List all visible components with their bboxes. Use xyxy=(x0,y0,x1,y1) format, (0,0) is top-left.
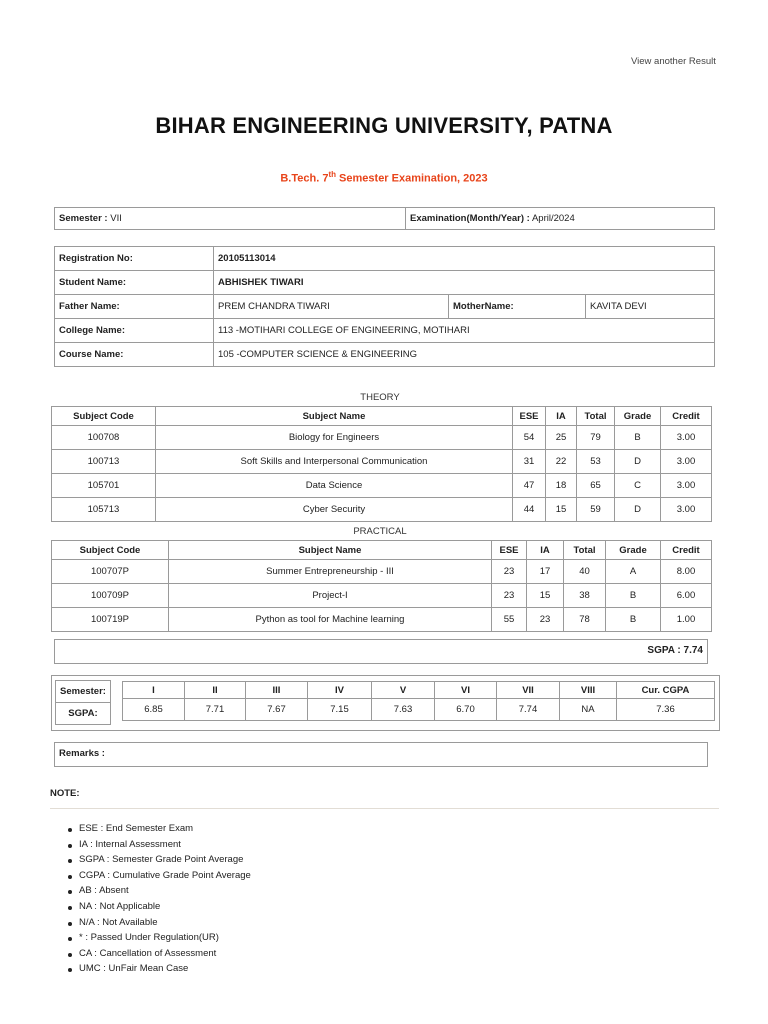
semester-header: VIII xyxy=(560,682,617,699)
semester-row-labels xyxy=(55,680,111,725)
semester-header: Cur. CGPA xyxy=(617,682,715,699)
subject-name: Biology for Engineers xyxy=(156,426,513,450)
semester-sgpa-value: 6.85 xyxy=(123,699,185,721)
theory-title: THEORY xyxy=(360,392,400,403)
student-info-table xyxy=(54,246,715,367)
ese-mark: 31 xyxy=(513,450,546,474)
table-row xyxy=(52,608,712,632)
semester-label: Semester : xyxy=(59,213,108,224)
practical-header-row xyxy=(52,541,712,560)
registration-label: Registration No: xyxy=(55,247,214,271)
theory-header-credit: Credit xyxy=(661,407,712,426)
semester-sgpa-value: 7.71 xyxy=(185,699,246,721)
total-mark: 65 xyxy=(577,474,615,498)
subject-code: 100709P xyxy=(52,584,169,608)
grade: B xyxy=(615,426,661,450)
credit: 6.00 xyxy=(661,584,712,608)
table-row xyxy=(52,474,712,498)
practical-header-ese: ESE xyxy=(492,541,527,560)
subject-name: Summer Entrepreneurship - III xyxy=(169,560,492,584)
semester-value: VII xyxy=(107,213,122,224)
total-mark: 40 xyxy=(564,560,606,584)
exam-month-cell xyxy=(406,208,715,230)
theory-header-code: Subject Code xyxy=(52,407,156,426)
grade: B xyxy=(606,584,661,608)
semester-header: III xyxy=(246,682,308,699)
list-item: UMC : UnFair Mean Case xyxy=(79,961,251,977)
semester-sgpa-value: 7.67 xyxy=(246,699,308,721)
list-item: ESE : End Semester Exam xyxy=(79,821,251,837)
theory-header-name: Subject Name xyxy=(156,407,513,426)
subject-name: Data Science xyxy=(156,474,513,498)
total-mark: 79 xyxy=(577,426,615,450)
ese-mark: 47 xyxy=(513,474,546,498)
credit: 1.00 xyxy=(661,608,712,632)
exam-title-suffix: Semester Examination, 2023 xyxy=(336,172,488,185)
semester-header-row xyxy=(123,682,715,699)
sgpa-value: SGPA : 7.74 xyxy=(647,645,703,656)
list-item: AB : Absent xyxy=(79,883,251,899)
list-item: N/A : Not Available xyxy=(79,915,251,931)
note-title: NOTE: xyxy=(50,788,80,799)
grade: A xyxy=(606,560,661,584)
semester-row-label: Semester: xyxy=(56,681,111,703)
table-row xyxy=(52,560,712,584)
sgpa-row-label: SGPA: xyxy=(56,703,111,725)
father-name-label: Father Name: xyxy=(55,295,214,319)
course-name-value: 105 -COMPUTER SCIENCE & ENGINEERING xyxy=(214,343,715,367)
subject-code: 100719P xyxy=(52,608,169,632)
college-name-value: 113 -MOTIHARI COLLEGE OF ENGINEERING, MOTIHARI xyxy=(214,319,715,343)
notes-list xyxy=(51,821,251,977)
list-item: SGPA : Semester Grade Point Average xyxy=(79,852,251,868)
exam-title-prefix: B.Tech. 7 xyxy=(280,172,329,185)
grade: D xyxy=(615,498,661,522)
semester-header: VI xyxy=(435,682,497,699)
subject-code: 100707P xyxy=(52,560,169,584)
note-divider xyxy=(50,808,719,809)
semester-header: II xyxy=(185,682,246,699)
credit: 8.00 xyxy=(661,560,712,584)
practical-header-name: Subject Name xyxy=(169,541,492,560)
sgpa-box xyxy=(54,639,708,664)
remarks-box xyxy=(54,742,708,767)
ia-mark: 15 xyxy=(527,584,564,608)
total-mark: 78 xyxy=(564,608,606,632)
ia-mark: 22 xyxy=(546,450,577,474)
grade: B xyxy=(606,608,661,632)
ia-mark: 23 xyxy=(527,608,564,632)
semester-cell xyxy=(55,208,406,230)
ese-mark: 23 xyxy=(492,560,527,584)
ese-mark: 55 xyxy=(492,608,527,632)
course-name-label: Course Name: xyxy=(55,343,214,367)
semester-sgpa-value: 7.74 xyxy=(497,699,560,721)
credit: 3.00 xyxy=(661,498,712,522)
student-name-value: ABHISHEK TIWARI xyxy=(214,271,715,295)
list-item: CGPA : Cumulative Grade Point Average xyxy=(79,868,251,884)
semester-sgpa-value: NA xyxy=(560,699,617,721)
ese-mark: 44 xyxy=(513,498,546,522)
theory-header-total: Total xyxy=(577,407,615,426)
view-another-result-link[interactable]: View another Result xyxy=(631,56,716,67)
subject-code: 105701 xyxy=(52,474,156,498)
college-name-label: College Name: xyxy=(55,319,214,343)
semester-sgpa-value: 6.70 xyxy=(435,699,497,721)
exam-title xyxy=(0,170,768,185)
subject-name: Soft Skills and Interpersonal Communication xyxy=(156,450,513,474)
exam-month-label: Examination(Month/Year) : xyxy=(410,213,530,224)
semester-header: IV xyxy=(308,682,372,699)
semester-value-row xyxy=(123,699,715,721)
remarks-label: Remarks : xyxy=(59,748,105,759)
practical-header-code: Subject Code xyxy=(52,541,169,560)
semester-header: I xyxy=(123,682,185,699)
list-item: NA : Not Applicable xyxy=(79,899,251,915)
practical-title: PRACTICAL xyxy=(353,526,407,537)
mother-name-label: MotherName: xyxy=(449,295,586,319)
list-item: * : Passed Under Regulation(UR) xyxy=(79,930,251,946)
table-row xyxy=(52,498,712,522)
theory-header-ia: IA xyxy=(546,407,577,426)
subject-code: 105713 xyxy=(52,498,156,522)
semester-sgpa-table xyxy=(122,681,715,721)
semester-header: VII xyxy=(497,682,560,699)
theory-header-ese: ESE xyxy=(513,407,546,426)
practical-header-ia: IA xyxy=(527,541,564,560)
subject-name: Cyber Security xyxy=(156,498,513,522)
semester-info-table xyxy=(54,207,715,230)
total-mark: 59 xyxy=(577,498,615,522)
exam-month-value: April/2024 xyxy=(529,213,575,224)
cgpa-value: 7.36 xyxy=(617,699,715,721)
theory-header-row xyxy=(52,407,712,426)
subject-code: 100713 xyxy=(52,450,156,474)
list-item: IA : Internal Assessment xyxy=(79,837,251,853)
semester-sgpa-value: 7.63 xyxy=(372,699,435,721)
ia-mark: 18 xyxy=(546,474,577,498)
practical-header-total: Total xyxy=(564,541,606,560)
ia-mark: 25 xyxy=(546,426,577,450)
student-name-label: Student Name: xyxy=(55,271,214,295)
registration-value: 20105113014 xyxy=(214,247,715,271)
exam-title-sup: th xyxy=(328,170,336,179)
ia-mark: 17 xyxy=(527,560,564,584)
practical-header-grade: Grade xyxy=(606,541,661,560)
subject-code: 100708 xyxy=(52,426,156,450)
total-mark: 38 xyxy=(564,584,606,608)
ese-mark: 54 xyxy=(513,426,546,450)
mother-name-value: KAVITA DEVI xyxy=(586,295,715,319)
credit: 3.00 xyxy=(661,426,712,450)
semester-header: V xyxy=(372,682,435,699)
grade: C xyxy=(615,474,661,498)
table-row xyxy=(52,584,712,608)
university-title: BIHAR ENGINEERING UNIVERSITY, PATNA xyxy=(155,113,613,138)
practical-table xyxy=(51,540,712,632)
theory-header-grade: Grade xyxy=(615,407,661,426)
credit: 3.00 xyxy=(661,474,712,498)
subject-name: Project-I xyxy=(169,584,492,608)
credit: 3.00 xyxy=(661,450,712,474)
theory-table xyxy=(51,406,712,522)
subject-name: Python as tool for Machine learning xyxy=(169,608,492,632)
grade: D xyxy=(615,450,661,474)
semester-sgpa-value: 7.15 xyxy=(308,699,372,721)
practical-header-credit: Credit xyxy=(661,541,712,560)
table-row xyxy=(52,450,712,474)
total-mark: 53 xyxy=(577,450,615,474)
table-row xyxy=(52,426,712,450)
ia-mark: 15 xyxy=(546,498,577,522)
father-name-value: PREM CHANDRA TIWARI xyxy=(214,295,449,319)
semester-summary-box xyxy=(51,675,720,731)
ese-mark: 23 xyxy=(492,584,527,608)
list-item: CA : Cancellation of Assessment xyxy=(79,946,251,962)
